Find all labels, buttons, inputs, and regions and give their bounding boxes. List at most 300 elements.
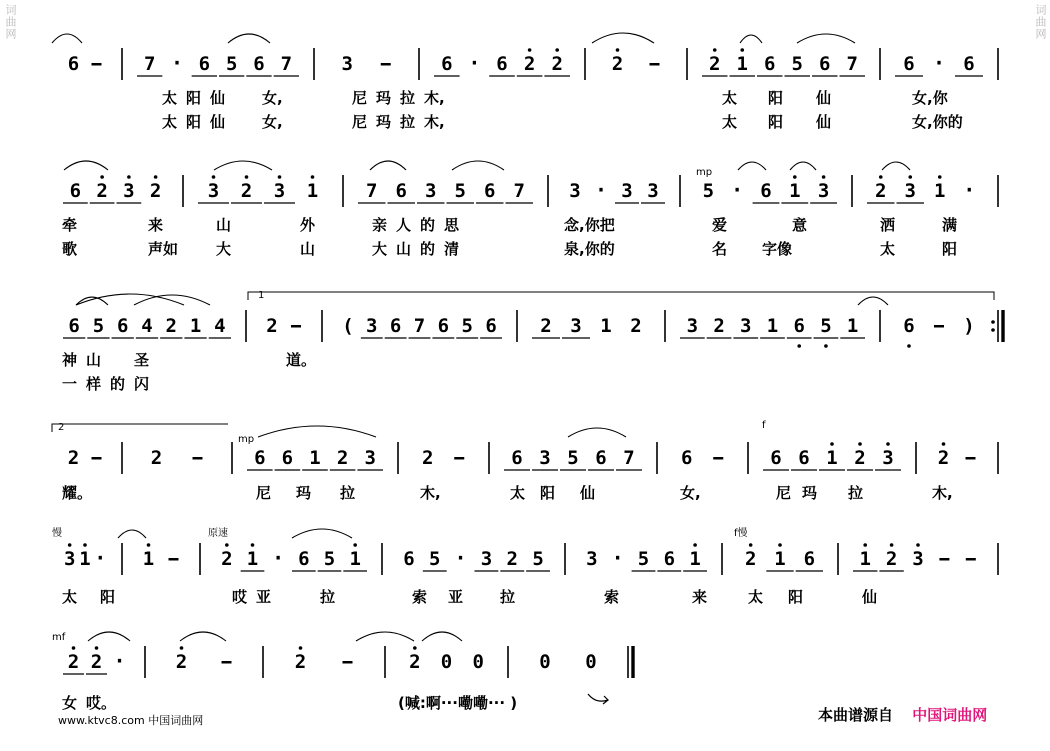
note: 6 [198, 53, 211, 75]
dash-mark [343, 661, 353, 664]
note: 5 [225, 53, 238, 75]
lyric: 亚 [256, 588, 272, 606]
lyric: 尼 [352, 113, 368, 131]
octave-dot-high [879, 175, 883, 179]
lyric: 亚 [448, 588, 464, 606]
lyric: 字像 [762, 240, 793, 258]
lyric: 女,你 [912, 89, 948, 107]
note: 3 [882, 447, 894, 469]
lyric: 声如 [148, 240, 179, 258]
note: 5 [820, 315, 832, 337]
dash-mark [650, 63, 660, 66]
note: 2 [90, 651, 103, 673]
lyric: 满 [942, 216, 958, 234]
octave-dot-high [225, 543, 229, 547]
octave-dot-high [555, 48, 559, 52]
lyric: 仙 [580, 484, 596, 502]
note: 6 [253, 53, 265, 75]
octave-dot-high [528, 48, 532, 52]
octave-dot-low [824, 344, 828, 348]
note: 3 [647, 180, 659, 202]
octave-dot-high [713, 48, 717, 52]
arrow-icon [588, 694, 608, 704]
octave-dot-high [908, 175, 912, 179]
octave-dot-high [616, 48, 620, 52]
octave-dot-high [299, 646, 303, 650]
note: 0 [472, 651, 484, 673]
octave-dot-high [95, 646, 99, 650]
note: 3 [912, 548, 924, 570]
dash-mark [966, 457, 976, 460]
slur [592, 33, 654, 43]
lyric: 拉 [400, 89, 416, 107]
lyric: 太 [162, 113, 178, 131]
footer-url-line [58, 712, 203, 728]
slur [738, 162, 766, 170]
octave-dot-high [830, 442, 834, 446]
slur [52, 34, 82, 43]
lyric: 牵 [62, 216, 78, 234]
note: 6 [770, 447, 782, 469]
dash-mark [291, 325, 301, 328]
note: 6 [903, 53, 915, 75]
lyric: 阳 [788, 588, 804, 606]
note: 7 [623, 447, 635, 469]
lyric: 来 [692, 588, 708, 606]
note: 3 [123, 180, 135, 202]
lyric: 太 [722, 113, 738, 131]
slur [258, 426, 376, 437]
note: 6 [496, 53, 508, 75]
note: 2 [165, 315, 178, 337]
note: 6 [69, 180, 82, 202]
lyric: 女, [262, 89, 283, 107]
note: 6 [67, 53, 80, 75]
dash-mark [381, 63, 391, 66]
octave-dot-high [886, 442, 890, 446]
octave-dot-high [942, 442, 946, 446]
source-name[interactable]: 中国词曲网 [912, 706, 988, 724]
marking: 2 [58, 422, 65, 433]
lyric: 太 [880, 240, 896, 258]
lyric: 索 [412, 588, 428, 606]
note: 3 [366, 315, 378, 337]
footer-site[interactable]: 中国词曲网 [148, 714, 204, 727]
note: 7 [513, 180, 525, 202]
note: ) [963, 315, 975, 337]
lyric: 阳 [186, 89, 202, 107]
octave-dot-high [353, 543, 357, 547]
lyric: (喊:啊···嘞嘞··· ) [398, 694, 518, 712]
lyric: 女 [62, 694, 78, 712]
note: 1 [306, 180, 319, 202]
dash-mark [92, 457, 102, 460]
note: 3 [686, 315, 699, 337]
lyric: 样 [86, 375, 102, 393]
octave-dot-high [245, 175, 249, 179]
slur [64, 161, 108, 170]
note: 2 [221, 548, 233, 570]
volta-bracket-2 [52, 424, 228, 432]
slur [790, 162, 816, 170]
staff-system-3 [62, 310, 1003, 393]
note: 1 [246, 548, 259, 570]
note: 3 [586, 548, 598, 570]
octave-dot-high [793, 175, 797, 179]
lyric: 哎 [232, 588, 248, 606]
lyric: 玛 [802, 484, 818, 502]
lyric: 太 [162, 89, 178, 107]
note: 6 [793, 315, 805, 337]
lyric: 一 [62, 375, 78, 393]
note: 6 [903, 315, 915, 337]
note: 1 [142, 548, 155, 570]
note: 2 [875, 180, 887, 202]
note: 2 [240, 180, 253, 202]
note: 7 [366, 180, 378, 202]
repeat-dot [991, 320, 995, 324]
note: 3 [539, 447, 551, 469]
lyric: 仙 [862, 588, 878, 606]
note: 1 [789, 180, 801, 202]
note: 3 [740, 315, 752, 337]
watermark-text: 词曲网 [4, 4, 17, 40]
note: 2 [885, 548, 898, 570]
note: 6 [798, 447, 810, 469]
dash-mark [713, 457, 723, 460]
note: 1 [859, 548, 871, 570]
lyric: 阳 [540, 484, 556, 502]
note: 6 [116, 315, 129, 337]
note: 5 [461, 315, 473, 337]
note: 2 [67, 447, 80, 469]
lyric: 人 [396, 216, 412, 234]
octave-dot-high [693, 543, 697, 547]
note: 5 [532, 548, 544, 570]
volta-bracket-1 [248, 292, 994, 300]
note: 5 [702, 180, 715, 202]
note: 2 [713, 315, 725, 337]
source-credit [818, 704, 987, 725]
octave-dot-high [890, 543, 894, 547]
note: · [272, 546, 285, 570]
note: 0 [539, 651, 551, 673]
lyric: 来 [148, 216, 164, 234]
note: 6 [437, 315, 450, 337]
lyric: 尼 [776, 484, 792, 502]
note: 7 [413, 315, 426, 337]
octave-dot-high [863, 543, 867, 547]
note: 5 [567, 447, 579, 469]
dash-mark [222, 661, 232, 664]
slur [882, 162, 910, 170]
octave-dot-high [212, 175, 216, 179]
note: 2 [96, 180, 108, 202]
note: 6 [803, 548, 816, 570]
lyric: 闪 [134, 375, 150, 393]
note: 2 [630, 315, 642, 337]
note: 4 [141, 315, 153, 337]
octave-dot-high [413, 646, 417, 650]
marking: 1 [258, 290, 265, 301]
octave-dot-high [916, 543, 920, 547]
lyric: 阳 [768, 113, 784, 131]
lyric: 玛 [376, 89, 392, 107]
lyric: 太 [62, 588, 78, 606]
watermark-left [4, 4, 17, 40]
note: 1 [736, 53, 748, 75]
octave-dot-high [311, 175, 315, 179]
dash-mark [193, 457, 203, 460]
lyric: 耀。 [62, 484, 93, 502]
note: 2 [294, 651, 307, 673]
marking: mf [52, 632, 66, 643]
note: 1 [766, 315, 779, 337]
note: · [731, 178, 744, 202]
octave-dot-high [100, 175, 104, 179]
octave-dot-high [749, 543, 753, 547]
note: 3 [621, 180, 633, 202]
slur [422, 632, 462, 641]
note: 3 [904, 180, 916, 202]
note: · [113, 649, 126, 673]
note: 2 [854, 447, 866, 469]
note: 6 [511, 447, 523, 469]
lyric: 玛 [296, 484, 312, 502]
note: · [170, 51, 184, 75]
note: 2 [551, 53, 563, 75]
octave-dot-high [154, 175, 158, 179]
note: 0 [585, 651, 597, 673]
staff-system-4 [62, 442, 998, 502]
note: 2 [336, 447, 349, 469]
note: 6 [963, 53, 975, 75]
octave-dot-high [147, 543, 151, 547]
note: 6 [281, 447, 294, 469]
note: 6 [819, 53, 831, 75]
octave-dot-high [251, 543, 255, 547]
slur [228, 34, 270, 43]
note: 7 [280, 53, 293, 75]
note: 6 [68, 315, 80, 337]
note: 1 [934, 180, 946, 202]
note: 2 [175, 651, 188, 673]
note: 1 [689, 548, 701, 570]
note: 2 [266, 315, 278, 337]
lyric: 神 [62, 351, 78, 369]
slur [452, 161, 504, 170]
octave-dot-high [72, 646, 76, 650]
note: 1 [826, 447, 838, 469]
note: 3 [570, 315, 582, 337]
note: 5 [429, 548, 441, 570]
lyric: 意 [792, 216, 808, 234]
lyric: 名 [712, 240, 728, 258]
lyric: 山 [216, 216, 232, 234]
staff-system-6 [62, 646, 633, 712]
lyric: 太 [510, 484, 526, 502]
note: 6 [441, 53, 453, 75]
note: 1 [774, 548, 786, 570]
note: 1 [309, 447, 321, 469]
lyric: 哎。 [86, 694, 117, 712]
slur [568, 428, 626, 437]
lyric: 清 [444, 240, 460, 258]
lyric: 女, [262, 113, 283, 131]
note: 2 [540, 315, 552, 337]
note: 3 [425, 180, 437, 202]
repeat-dot [991, 328, 995, 332]
lyric: 亲 [372, 216, 388, 234]
lyric: 阳 [186, 113, 202, 131]
note: 3 [273, 180, 286, 202]
lyric: 圣 [134, 351, 150, 369]
note: 6 [764, 53, 776, 75]
note: 6 [681, 447, 693, 469]
note: 6 [663, 548, 676, 570]
note: 6 [760, 180, 772, 202]
note: 0 [440, 651, 453, 673]
note: 3 [480, 548, 493, 570]
note: 2 [937, 447, 950, 469]
octave-dot-high [822, 175, 826, 179]
note: 6 [485, 315, 497, 337]
note: 5 [791, 53, 803, 75]
note: 2 [523, 53, 536, 75]
lyric: 拉 [848, 484, 864, 502]
octave-dot-high [127, 175, 131, 179]
lyric: 太 [748, 588, 764, 606]
note: 7 [143, 53, 156, 75]
lyric: 仙 [210, 89, 226, 107]
lyric: 阳 [100, 588, 116, 606]
lyric: 尼 [352, 89, 368, 107]
note: · [94, 546, 107, 570]
note: 2 [611, 53, 624, 75]
dash-mark [966, 558, 976, 561]
lyric: 山 [86, 351, 102, 369]
note: 6 [595, 447, 607, 469]
note: 2 [149, 180, 162, 202]
lyric: 外 [300, 216, 316, 234]
lyric: 仙 [816, 113, 832, 131]
staff-system-2 [62, 175, 998, 258]
lyric: 木, [424, 89, 445, 107]
note: · [963, 178, 976, 202]
note: 2 [744, 548, 757, 570]
footer-url[interactable]: www.ktvc8.com [58, 714, 145, 727]
lyric: 木, [932, 484, 953, 502]
lyric: 玛 [376, 113, 392, 131]
lyric: 拉 [500, 588, 516, 606]
lyric: 大 [216, 240, 232, 258]
note: 3 [341, 53, 353, 75]
octave-dot-high [938, 175, 942, 179]
note: 3 [63, 548, 76, 570]
lyric: 女, [680, 484, 701, 502]
lyric: 阳 [768, 89, 784, 107]
note: 1 [600, 315, 612, 337]
dash-mark [939, 558, 949, 561]
octave-dot-high [858, 442, 862, 446]
lyric: 道。 [286, 351, 317, 369]
slur [370, 161, 406, 170]
dash-mark [454, 457, 464, 460]
lyric: 爱 [712, 216, 728, 234]
marking: mp [696, 167, 713, 178]
octave-dot-low [797, 344, 801, 348]
lyric: 念,你把 [564, 216, 615, 234]
staff-system-1 [68, 48, 998, 131]
note: 6 [254, 447, 266, 469]
octave-dot-high [740, 48, 744, 52]
lyric: 木, [420, 484, 441, 502]
lyric: 木, [424, 113, 445, 131]
octave-dot-high [83, 543, 87, 547]
slur [88, 632, 130, 641]
note: 1 [189, 315, 202, 337]
lyric: 山 [300, 240, 316, 258]
note: 6 [395, 180, 407, 202]
note: · [594, 178, 608, 202]
note: 5 [454, 180, 466, 202]
note: 5 [637, 548, 650, 570]
note: 5 [92, 315, 105, 337]
lyric: 大 [372, 240, 388, 258]
octave-dot-high [180, 646, 184, 650]
note: 2 [422, 447, 434, 469]
slur [214, 161, 272, 170]
note: 2 [709, 53, 721, 75]
octave-dot-high [778, 543, 782, 547]
slur [356, 632, 414, 641]
source-label: 本曲谱源自 [818, 706, 894, 724]
lyric: 太 [722, 89, 738, 107]
octave-dot-high [278, 175, 282, 179]
marking: 慢 [52, 528, 62, 539]
lyric: 的 [420, 216, 436, 234]
lyric: 山 [396, 240, 412, 258]
slur [134, 295, 210, 305]
note: ( [342, 315, 354, 337]
note: · [611, 546, 624, 570]
note: 6 [389, 315, 402, 337]
lyric: 洒 [880, 216, 896, 234]
lyric: 仙 [210, 113, 226, 131]
lyric: 仙 [816, 89, 832, 107]
slur [740, 35, 762, 43]
note: 1 [349, 548, 361, 570]
watermark-text: 词曲网 [1034, 4, 1047, 40]
slur [118, 530, 146, 538]
lyric: 泉,你的 [564, 240, 615, 258]
note: 3 [364, 447, 376, 469]
note: 2 [409, 651, 421, 673]
note: 7 [846, 53, 858, 75]
note: 6 [403, 548, 415, 570]
slur [76, 297, 108, 305]
note: 1 [846, 315, 859, 337]
lyric: 拉 [340, 484, 356, 502]
dash-mark [934, 325, 944, 328]
octave-dot-low [907, 344, 911, 348]
note: · [932, 51, 946, 75]
note: 3 [207, 180, 220, 202]
dash-mark [169, 558, 179, 561]
note: 2 [150, 447, 163, 469]
lyric: 索 [604, 588, 620, 606]
dash-mark [92, 63, 102, 66]
